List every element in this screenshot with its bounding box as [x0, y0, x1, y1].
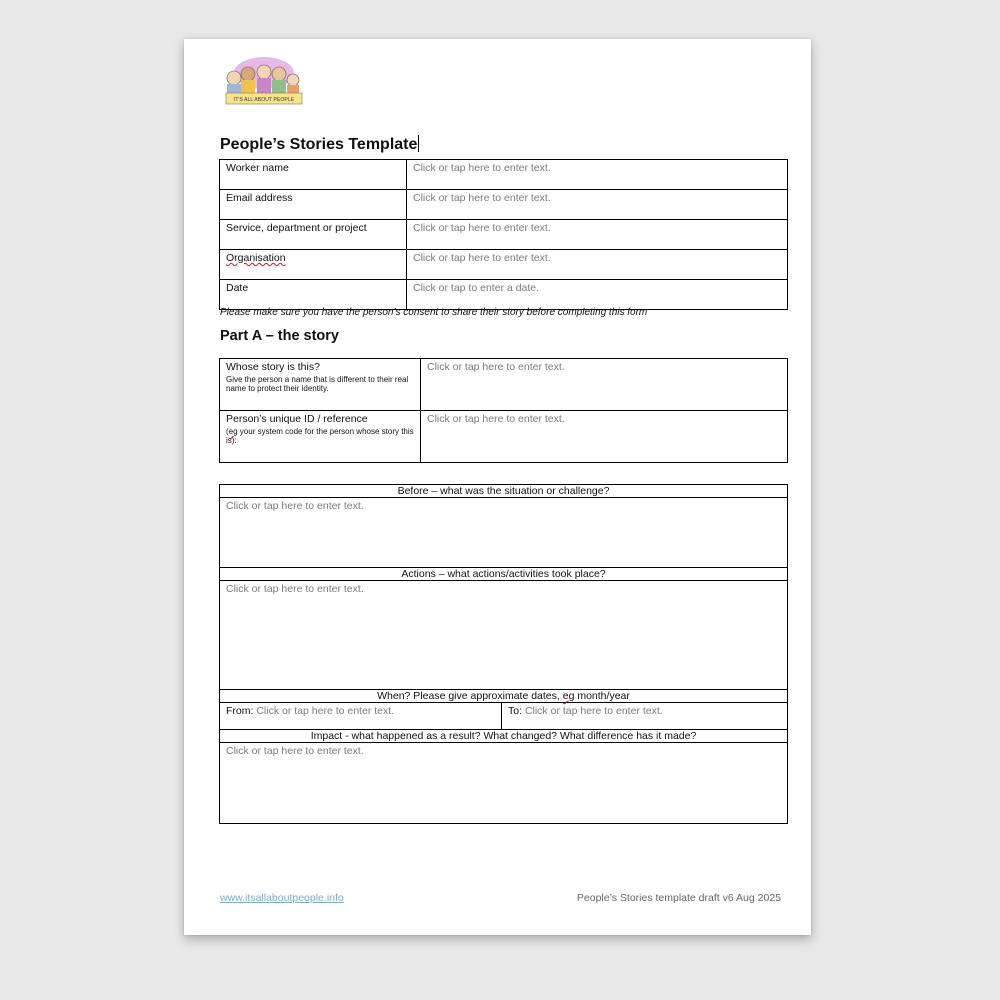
table-row [220, 690, 788, 703]
page-title[interactable]: People’s Stories Template [220, 136, 418, 153]
whose-story-hint: Give the person a name that is different to their real name to protect their identity. [226, 375, 409, 393]
date-field[interactable]: Click or tap to enter a date. [407, 280, 788, 310]
table-row [220, 743, 788, 824]
worker-name-field[interactable]: Click or tap here to enter text. [407, 160, 788, 190]
impact-field[interactable]: Click or tap here to enter text. [220, 743, 788, 824]
impact-heading: Impact - what happened as a result? What changed? What difference has it made? [220, 730, 788, 743]
table-row [220, 411, 788, 463]
unique-id-field[interactable]: Click or tap here to enter text. [421, 411, 788, 463]
consent-note: Please make sure you have the person’s consent to share their story before completing this form [220, 307, 648, 318]
version-footer: People’s Stories template draft v6 Aug 2025 [576, 892, 781, 904]
to-cell[interactable] [502, 703, 788, 730]
website-link[interactable]: www.itsallaboutpeople.info [220, 892, 344, 904]
unique-id-label: Person’s unique ID / reference (eg your system code for the person whose story this is): [220, 411, 421, 463]
part-a-heading: Part A – the story [220, 328, 339, 344]
from-cell[interactable] [220, 703, 502, 730]
email-field[interactable]: Click or tap here to enter text. [407, 190, 788, 220]
table-row [220, 190, 788, 220]
before-heading: Before – what was the situation or challenge? [220, 485, 788, 498]
svg-text:IT'S ALL ABOUT PEOPLE: IT'S ALL ABOUT PEOPLE [233, 97, 295, 103]
story-table [219, 484, 788, 824]
service-label: Service, department or project [220, 220, 407, 250]
whose-story-field[interactable]: Click or tap here to enter text. [421, 359, 788, 411]
table-row [220, 280, 788, 310]
table-row [220, 581, 788, 690]
table-row [220, 359, 788, 411]
when-heading: When? Please give approximate dates, eg month/year [220, 690, 788, 703]
table-row [220, 220, 788, 250]
table-row [220, 160, 788, 190]
worker-name-label: Worker name [220, 160, 407, 190]
text-cursor [418, 135, 419, 152]
table-row [220, 250, 788, 280]
before-field[interactable]: Click or tap here to enter text. [220, 498, 788, 568]
to-field[interactable]: Click or tap here to enter text. [524, 705, 663, 717]
identity-table [219, 358, 788, 463]
organisation-field[interactable]: Click or tap here to enter text. [407, 250, 788, 280]
table-row [220, 498, 788, 568]
unique-id-hint: (eg your system code for the person whose story this is): [226, 427, 414, 445]
actions-heading: Actions – what actions/activities took place? [220, 568, 788, 581]
whose-story-label: Whose story is this? Give the person a name that is different to their real name to protect their identity. [220, 359, 421, 411]
service-field[interactable]: Click or tap here to enter text. [407, 220, 788, 250]
email-label: Email address [220, 190, 407, 220]
date-label: Date [220, 280, 407, 310]
document-page [184, 39, 811, 935]
worker-details-table [219, 159, 788, 310]
its-all-about-people-logo [220, 56, 306, 109]
table-row [220, 568, 788, 581]
from-field[interactable]: Click or tap here to enter text. [256, 705, 395, 717]
table-row [220, 730, 788, 743]
table-row [220, 485, 788, 498]
actions-field[interactable]: Click or tap here to enter text. [220, 581, 788, 690]
organisation-label: Organisation [220, 250, 407, 280]
table-row [220, 703, 788, 730]
from-label: From: [226, 705, 257, 717]
to-label: To: [508, 705, 525, 717]
